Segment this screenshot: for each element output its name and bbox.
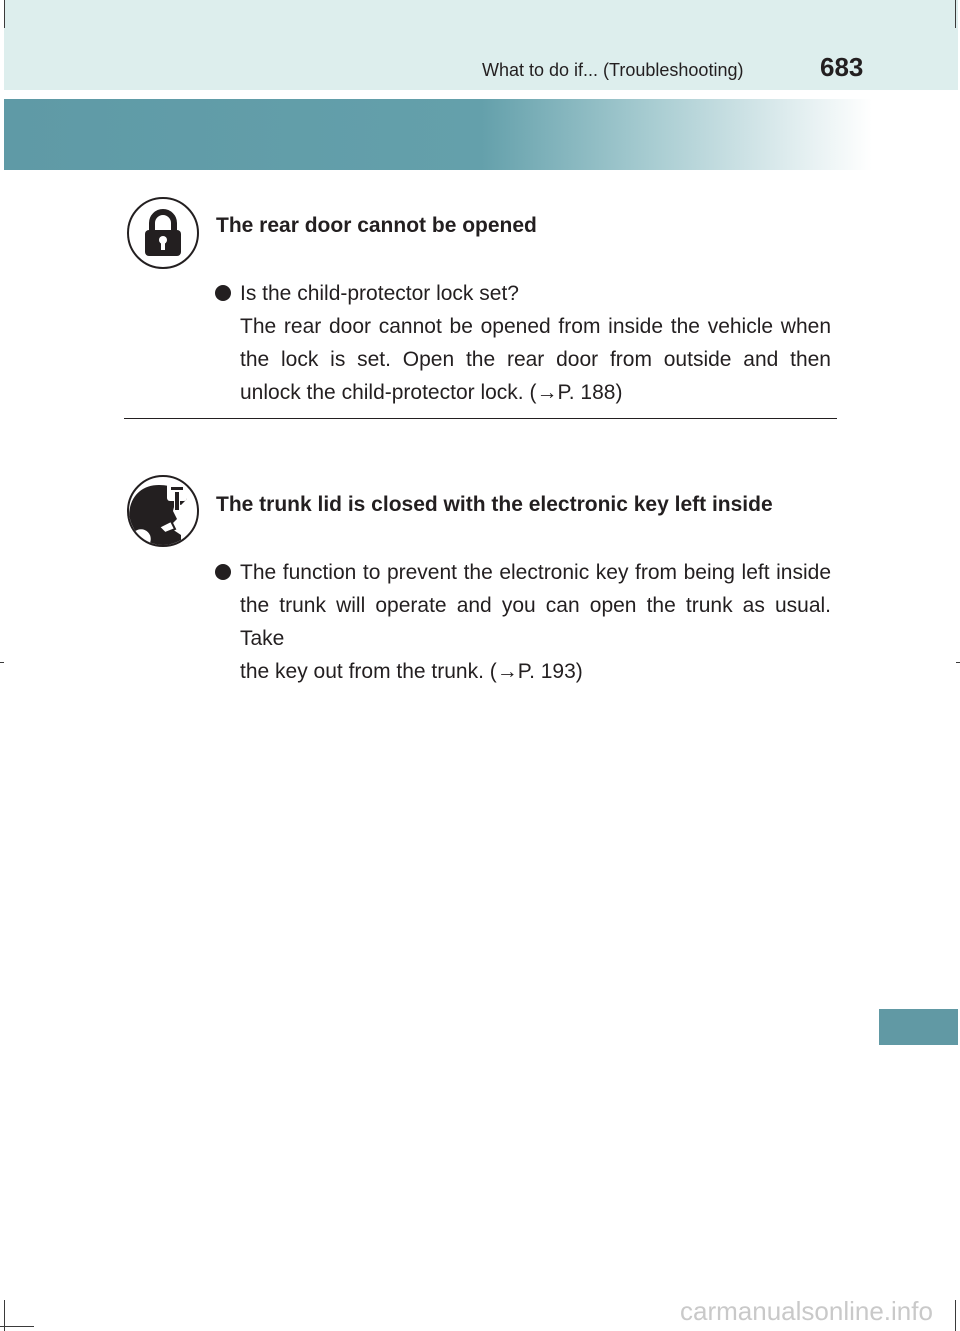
answer-line: the trunk will operate and you can open the trunk as usual. Take [240,594,831,650]
bullet-marker [215,285,231,301]
bullet-text-rear-door [240,277,831,409]
crop-mark [956,662,960,663]
crop-mark [0,1326,34,1327]
crop-mark [955,1300,956,1331]
answer-line: the key out from the trunk. (→P. 193) [240,660,583,683]
answer-line: the lock is set. Open the rear door from outside and then [240,348,831,371]
section-gradient-bar [4,99,872,170]
bullet-text-trunk-lid [240,556,831,688]
section-divider [124,418,837,419]
chapter-thumb-tab [879,1009,958,1045]
page-number: 683 [820,52,864,82]
section-title-rear-door: The rear door cannot be opened [216,214,537,237]
answer-line: The rear door cannot be opened from inside the vehicle when [240,315,831,338]
person-with-key-icon [127,475,199,547]
answer-line: The function to prevent the electronic key from being left inside [240,561,831,584]
question-line: Is the child-protector lock set? [240,282,519,305]
crop-mark [955,0,956,28]
answer-line: unlock the child-protector lock. (→P. 188) [240,381,623,404]
padlock-icon [127,197,199,269]
watermark-text: carmanualsonline.info [680,1296,933,1326]
running-header-title: What to do if... (Troubleshooting) [482,60,744,80]
section-title-trunk-lid: The trunk lid is closed with the electronic key left inside [216,493,773,516]
header-band [4,0,958,90]
bullet-marker [215,564,231,580]
crop-mark [0,662,4,663]
crop-mark [4,0,5,28]
